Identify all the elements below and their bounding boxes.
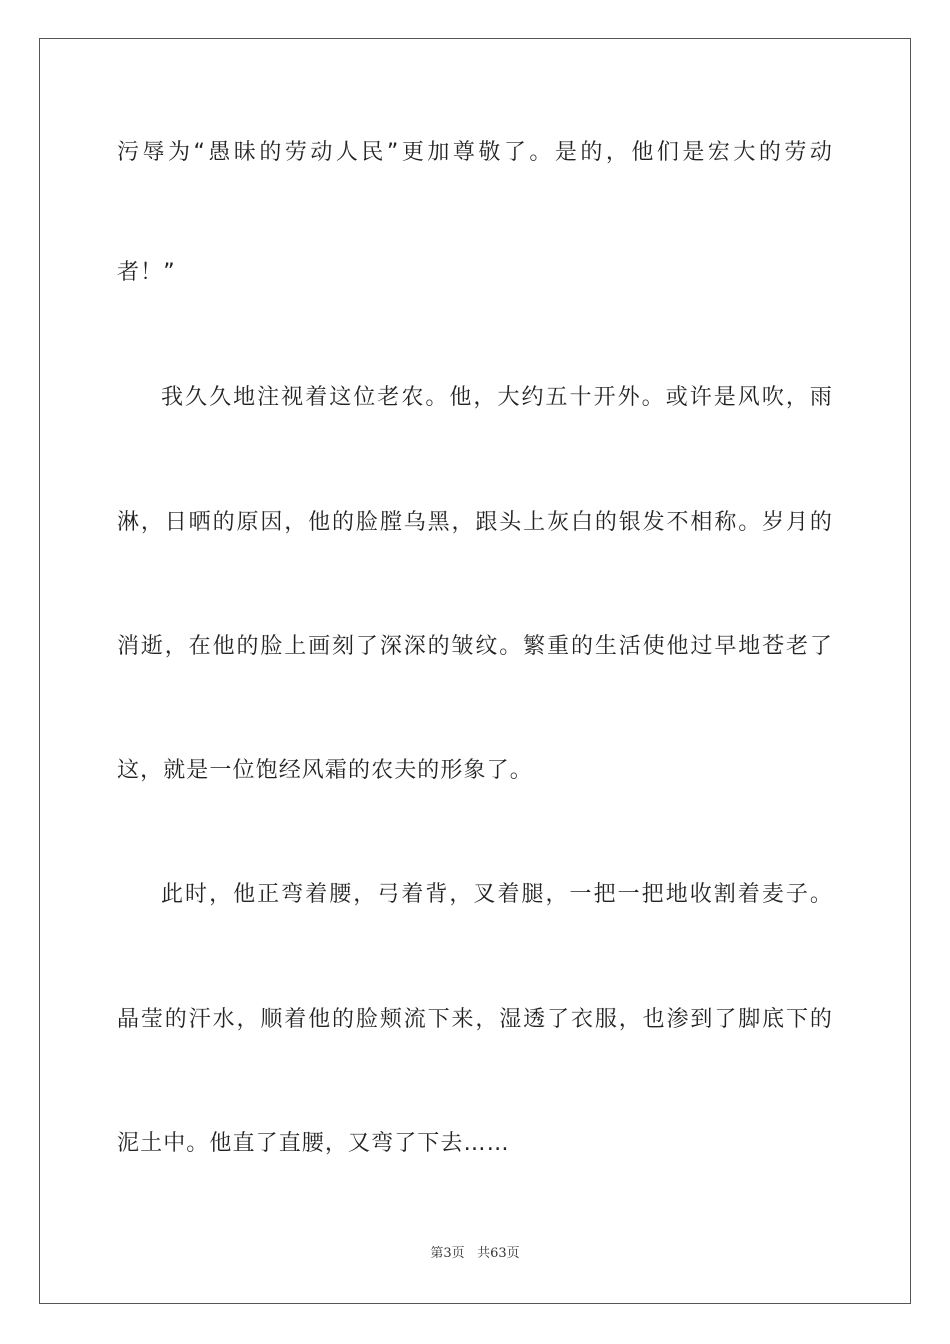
- paragraph-line: 晶莹的汗水，顺着他的脸颊流下来，湿透了衣服，也渗到了脚底下的: [117, 1007, 833, 1032]
- paragraph-line: 淋，日晒的原因，他的脸膛乌黑，跟头上灰白的银发不相称。岁月的: [117, 510, 833, 535]
- page-footer: [0, 1245, 950, 1263]
- page-number: 第3页: [430, 1246, 465, 1261]
- page-border: [39, 38, 911, 1304]
- paragraph-line: 污辱为“愚昧的劳动人民”更加尊敬了。是的，他们是宏大的劳动: [117, 140, 833, 165]
- paragraph-line: 此时，他正弯着腰，弓着背，叉着腿，一把一把地收割着麦子。: [161, 882, 833, 907]
- paragraph-line: 者！”: [117, 260, 176, 285]
- paragraph-line: 消逝，在他的脸上画刻了深深的皱纹。繁重的生活使他过早地苍老了: [117, 634, 833, 659]
- total-pages: 共63页: [477, 1246, 520, 1261]
- paragraph-line: 这，就是一位饱经风霜的农夫的形象了。: [117, 758, 533, 783]
- paragraph-line: 泥土中。他直了直腰，又弯了下去……: [117, 1131, 510, 1156]
- paragraph-line: 我久久地注视着这位老农。他，大约五十开外。或许是风吹，雨: [161, 385, 833, 410]
